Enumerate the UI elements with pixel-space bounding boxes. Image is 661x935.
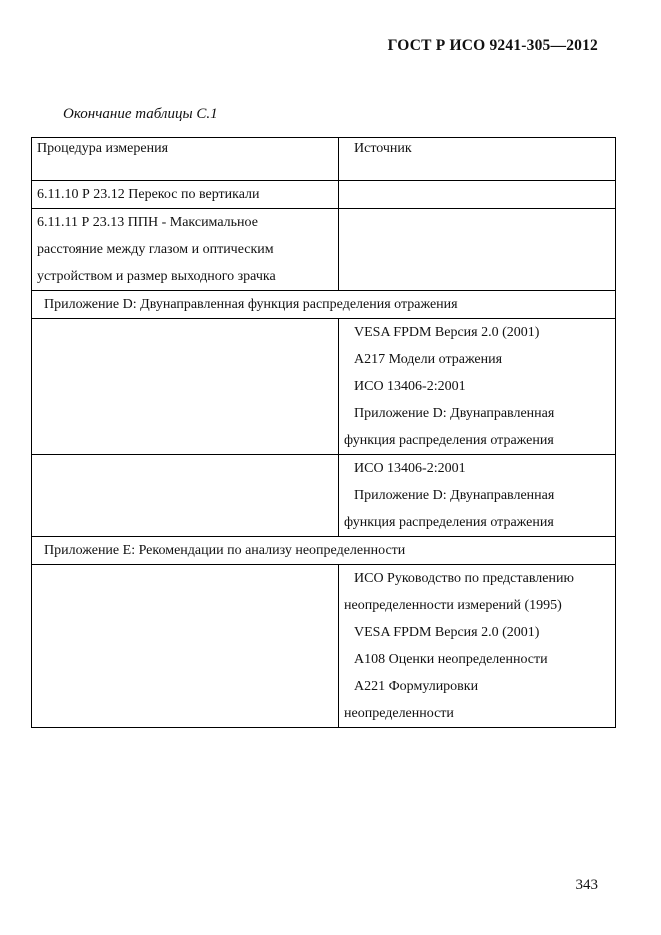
source-text: функция распределения отражения <box>344 515 554 530</box>
section-title: Приложение E: Рекомендации по анализу неопределенности <box>44 543 406 558</box>
header-procedure <box>32 138 339 181</box>
procedure-cell <box>32 319 339 455</box>
header-source <box>339 138 616 181</box>
section-row-appendix-e <box>32 537 616 565</box>
table-row <box>32 209 616 291</box>
section-row-appendix-d <box>32 291 616 319</box>
procedure-cell <box>32 455 339 537</box>
procedure-text: устройством и размер выходного зрачка <box>37 269 276 284</box>
source-cell <box>339 209 616 291</box>
section-title: Приложение D: Двунаправленная функция распределения отражения <box>44 297 458 312</box>
source-text: VESA FPDM Версия 2.0 (2001) <box>354 625 540 640</box>
procedure-text: 6.11.11 Р 23.13 ППН - Максимальное <box>37 215 258 230</box>
source-text: Приложение D: Двунаправленная <box>354 488 555 503</box>
section-title-cell <box>32 537 616 565</box>
header-procedure-label: Процедура измерения <box>37 141 169 156</box>
section-title-cell <box>32 291 616 319</box>
table-header-row <box>32 138 616 181</box>
procedure-cell <box>32 181 339 209</box>
page-number: 343 <box>575 877 598 893</box>
table-row <box>32 181 616 209</box>
procedure-text: 6.11.10 Р 23.12 Перекос по вертикали <box>37 187 260 202</box>
source-text: ИСО 13406-2:2001 <box>354 461 466 476</box>
table-row <box>32 455 616 537</box>
source-text: неопределенности измерений (1995) <box>344 598 562 613</box>
source-text: VESA FPDM Версия 2.0 (2001) <box>354 325 540 340</box>
source-text: А108 Оценки неопределенности <box>354 652 548 667</box>
table-c1 <box>31 137 616 728</box>
source-text: А221 Формулировки <box>354 679 479 694</box>
table-row <box>32 319 616 455</box>
source-cell <box>339 181 616 209</box>
source-cell <box>339 565 616 728</box>
source-text: Приложение D: Двунаправленная <box>354 406 555 421</box>
source-text: неопределенности <box>344 706 454 721</box>
table-caption: Окончание таблицы С.1 <box>63 106 218 122</box>
source-text: ИСО 13406-2:2001 <box>354 379 466 394</box>
procedure-cell <box>32 209 339 291</box>
table-row <box>32 565 616 728</box>
procedure-cell <box>32 565 339 728</box>
source-text: функция распределения отражения <box>344 433 554 448</box>
source-cell <box>339 455 616 537</box>
source-text: ИСО Руководство по представлению <box>354 571 574 586</box>
source-cell <box>339 319 616 455</box>
header-source-label: Источник <box>354 141 412 156</box>
procedure-text: расстояние между глазом и оптическим <box>37 242 274 257</box>
source-text: А217 Модели отражения <box>354 352 503 367</box>
document-code: ГОСТ Р ИСО 9241-305—2012 <box>387 37 598 54</box>
